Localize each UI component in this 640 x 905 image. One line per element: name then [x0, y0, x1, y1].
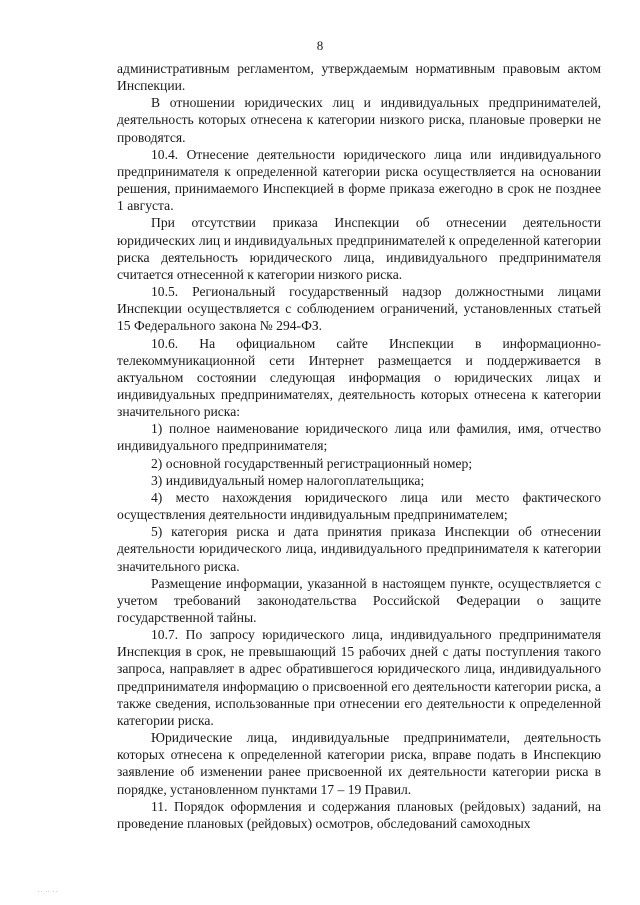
list-item-1: 1) полное наименование юридического лица или фамилия, имя, отчество индивидуального предпринимателя;: [117, 421, 601, 454]
paragraph-10-5: 10.5. Региональный государственный надзор должностными лицами Инспекции осуществляется с соблюдением ограничений, установленных статьей 15 Федерального закона № 294-ФЗ.: [117, 284, 601, 334]
paragraph-low-risk-no-inspections: В отношении юридических лиц и индивидуальных предпринимателей, деятельность которых отнесена к категории низкого риска, плановые проверки не проводятся.: [117, 95, 601, 145]
list-item-2: 2) основной государственный регистрационный номер;: [151, 455, 473, 471]
document-body: [117, 60, 601, 832]
paragraph-10-7: 10.7. По запросу юридического лица, индивидуального предпринимателя Инспекция в срок, не превышающий 15 рабочих дней с даты поступления такого запроса, направляет в адрес обратившегося юридического лица, индивидуального предпринимателя информацию о присвоенной его деятельности категории риска, а также сведения, использованные при отнесении его деятельности к определенной категории риска.: [117, 627, 601, 728]
paragraph-11: 11. Порядок оформления и содержания плановых (рейдовых) заданий, на проведение плановых (рейдовых) осмотров, обследований самоходных: [117, 798, 601, 831]
paragraph-continuation: административным регламентом, утверждаемым нормативным правовым актом Инспекции.: [117, 61, 601, 94]
paragraph-10-4: 10.4. Отнесение деятельности юридического лица или индивидуального предпринимателя к определенной категории риска осуществляется на основании решения, принимаемого Инспекцией в форме приказа ежегодно в срок не позднее 1 августа.: [117, 146, 601, 214]
paragraph-no-order-default-risk: При отсутствии приказа Инспекции об отнесении деятельности юридических лиц и индивидуальных предпринимателей к определенной категории риска деятельность юридического лица, индивидуального предпринимателя считается отнесенной к категории низкого риска.: [117, 215, 601, 282]
paragraph-risk-change-request: Юридические лица, индивидуальные предприниматели, деятельность которых отнесена к определенной категории риска, вправе подать в Инспекцию заявление об изменении ранее присвоенной их деятельности категории риска в порядке, установленном пунктами 17 – 19 Правил.: [117, 730, 601, 797]
paragraph-10-6: 10.6. На официальном сайте Инспекции в информационно-телекоммуникационной сети Интернет размещается и поддерживается в актуальном состоянии следующая информация о юридических лицах и индивидуальных предпринимателях, деятельность которых отнесена к категории значительного риска:: [117, 335, 601, 420]
list-item-3: 3) индивидуальный номер налогоплательщика;: [151, 472, 425, 488]
scan-artifact: .. .. ..: [38, 888, 58, 894]
paragraph-state-secret: Размещение информации, указанной в настоящем пункте, осуществляется с учетом требований законодательства Российской Федерации о защите государственной тайны.: [117, 575, 601, 625]
list-item-5: 5) категория риска и дата принятия приказа Инспекции об отнесении деятельности юридического лица, индивидуального предпринимателя к категории значительного риска.: [117, 524, 601, 574]
list-item-4: 4) место нахождения юридического лица или место фактического осуществления деятельности индивидуальным предпринимателем;: [117, 489, 601, 523]
page-number: 8: [316, 38, 324, 53]
